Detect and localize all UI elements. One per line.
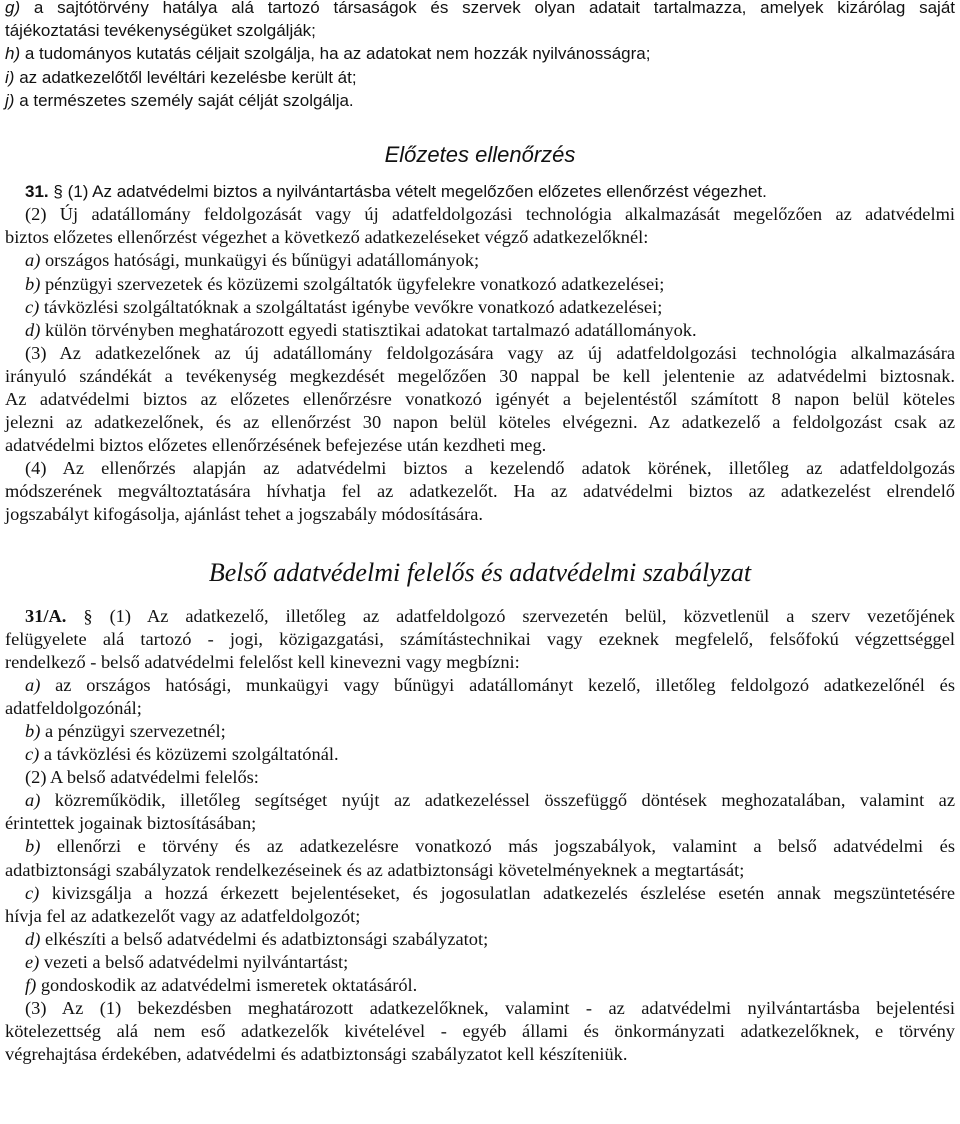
item-label: c)	[25, 882, 40, 903]
list-item	[5, 720, 955, 743]
list-item	[5, 319, 955, 342]
intro-list	[5, 0, 955, 112]
list-item	[5, 674, 955, 697]
list-item-continuation: tájékoztatási tevékenységüket szolgálják;	[5, 21, 316, 41]
list-item	[5, 296, 955, 319]
list-item	[5, 66, 955, 89]
item-label: c)	[25, 744, 40, 765]
paragraph-line: (3) Az adatkezelőnek az új adatállomány feldolgozására vagy az új adatfeldolgozási technológia alkalmazására	[25, 342, 955, 363]
item-text: külön törvényben meghatározott egyedi statisztikai adatokat tartalmazó adatállományok.	[44, 319, 697, 340]
paragraph-line: jelezni az adatkezelőnek, és az ellenőrzést 30 napon belül köteles elvégezni. Az adatkezelő a feldolgozást csak az	[5, 412, 955, 433]
paragraph-line: végrehajtása érdekében, adatvédelmi és adatbiztonsági szabályzatot kell készíteniük.	[5, 1044, 628, 1065]
item-label: j)	[5, 90, 15, 110]
item-label: d)	[25, 319, 41, 340]
item-label: g)	[5, 0, 21, 17]
paragraph-line: biztos előzetes ellenőrzést végezhet a következő adatkezeléseket végző adatkezelőknél:	[5, 227, 649, 248]
item-text: pénzügyi szervezetek és közüzemi szolgáltatók ügyfelekre vonatkozó adatkezelései;	[44, 273, 665, 294]
section-heading: Előzetes ellenőrzés	[384, 142, 576, 168]
item-label: c)	[25, 296, 40, 317]
item-text: kivizsgálja a hozzá érkezett bejelentéseket, és jogosulatlan adatkezelés észlelése esetén annak megszüntetésére	[51, 882, 955, 903]
item-text: országos hatósági, munkaügyi és bűnügyi adatállományok;	[44, 250, 480, 271]
paragraph-text: (1) Az adatvédelmi biztos a nyilvántartásba vételt megelőzően előzetes ellenőrzést végezhet.	[67, 182, 767, 202]
item-label: d)	[25, 928, 41, 949]
list-item-continuation: adatbiztonsági szabályzatok rendelkezéseinek és az adatbiztonsági követelményeknek a megtartását;	[5, 859, 745, 880]
paragraph-line	[5, 605, 955, 628]
list-item	[5, 951, 955, 974]
list-item	[5, 974, 955, 997]
section-heading: Belső adatvédelmi felelős és adatvédelmi szabályzat	[208, 557, 752, 587]
list-item	[5, 249, 955, 272]
paragraph-line: (2) Új adatállomány feldolgozását vagy új adatfeldolgozási technológia alkalmazását megelőzően az adatvédelmi	[25, 204, 955, 225]
paragraph-line: rendelkező - belső adatvédelmi felelőst kell kinevezni vagy megbízni:	[5, 651, 520, 672]
paragraph-line: (2) A belső adatvédelmi felelős:	[25, 767, 259, 788]
item-label: e)	[25, 951, 40, 972]
paragraph-line: Az adatvédelmi biztos az előzetes ellenőrzésre vonatkozó igényét a bejelentéstől számított 8 napon belül köteles	[5, 388, 955, 409]
paragraph-sign: §	[53, 182, 63, 202]
paragraph-line: (4) Az ellenőrzés alapján az adatvédelmi biztos a kezelendő adatok körének, illetőleg az adatfeldolgozás	[25, 458, 955, 479]
item-label: b)	[25, 721, 41, 741]
item-text: az országos hatósági, munkaügyi vagy bűnügyi adatállományt kezelő, illetőleg feldolgozó adatkezelőnél és	[55, 674, 955, 695]
item-text: a tudományos kutatás céljait szolgálja, ha az adatokat nem hozzák nyilvánosságra;	[24, 44, 651, 64]
item-label: b)	[25, 273, 41, 294]
item-label: i)	[5, 67, 15, 87]
item-label: b)	[25, 836, 41, 857]
item-label: a)	[25, 250, 41, 271]
list-item	[5, 89, 955, 112]
list-item	[5, 0, 955, 19]
section-31-body	[5, 203, 955, 526]
section-number: 31.	[25, 182, 49, 202]
item-text: az adatkezelőtől levéltári kezelésbe került át;	[19, 67, 357, 87]
paragraph-line: (3) Az (1) bekezdésben meghatározott adatkezelőknek, valamint - az adatvédelmi nyilvántartásba bejelentési	[25, 998, 955, 1019]
list-item	[5, 928, 955, 951]
list-item	[5, 835, 955, 858]
section-number: 31/A.	[25, 605, 67, 626]
item-text: ellenőrzi e törvény és az adatkezelésre vonatkozó más jogszabályok, valamint a belső adatvédelmi és	[56, 836, 955, 857]
paragraph-line: módszerének megváltoztatására hívhatja fel az adatkezelőt. Ha az adatvédelmi biztos az adatkezelést elrendelő	[5, 481, 955, 502]
paragraph-line: adatvédelmi biztos előzetes ellenőrzésének befejezése után kezdheti meg.	[5, 435, 547, 456]
list-item	[5, 42, 955, 65]
item-text: távközlési szolgáltatóknak a szolgáltatást igénybe vevőkre vonatkozó adatkezelései;	[43, 296, 663, 317]
item-text: vezeti a belső adatvédelmi nyilvántartást;	[43, 951, 349, 972]
item-label: f)	[25, 975, 37, 996]
paragraph-sign: §	[83, 605, 93, 626]
item-label: h)	[5, 44, 21, 64]
paragraph-line: jogszabályt kifogásolja, ajánlást tehet a jogszabály módosítására.	[5, 504, 484, 525]
item-text: a távközlési és közüzemi szolgáltatónál.	[43, 744, 339, 765]
paragraph-line: irányuló szándékát a tevékenység megkezdését megelőzően 30 nappal be kell jelentenie az adatvédelmi biztosnak.	[5, 365, 955, 386]
section-31	[5, 180, 955, 203]
item-label: a)	[25, 674, 41, 695]
list-item	[5, 882, 955, 905]
paragraph-line: felügyelete alá tartozó - jogi, közigazgatási, számítástechnikai vagy ezeknek megfelelő, felsőfokú végzettséggel	[5, 628, 955, 649]
list-item	[5, 273, 955, 296]
section-31-p1	[5, 180, 955, 203]
list-item-continuation: adatfeldolgozónál;	[5, 697, 142, 718]
item-text: a sajtótörvény hatálya alá tartozó társaságok és szervek olyan adatait tartalmazza, amelyek kizárólag saját	[33, 0, 955, 17]
paragraph-line: kötelezettség alá nem eső adatkezelők kivételével - egyéb állami és önkormányzati adatkezelőknek, e törvény	[5, 1021, 955, 1042]
paragraph-text: (1) Az adatkezelő, illetőleg az adatfeldolgozó szervezetén belül, közvetlenül a szerv vezetőjének	[109, 605, 955, 626]
list-item-continuation: érintettek jogainak biztosításában;	[5, 813, 257, 834]
item-text: gondoskodik az adatvédelmi ismeretek oktatásáról.	[40, 975, 418, 996]
item-text: a természetes személy saját célját szolgálja.	[19, 90, 354, 110]
list-item-continuation: hívja fel az adatkezelőt vagy az adatfeldolgozót;	[5, 905, 361, 926]
item-label: a)	[25, 790, 41, 811]
list-item	[5, 789, 955, 812]
item-text: közreműködik, illetőleg segítséget nyújt az adatkezeléssel összefüggő döntések meghozatalában, valamint az	[54, 790, 955, 811]
section-31a	[5, 605, 955, 1067]
list-item	[5, 743, 955, 766]
item-text: a pénzügyi szervezetnél;	[44, 721, 226, 741]
item-text: elkészíti a belső adatvédelmi és adatbiztonsági szabályzatot;	[44, 928, 489, 949]
